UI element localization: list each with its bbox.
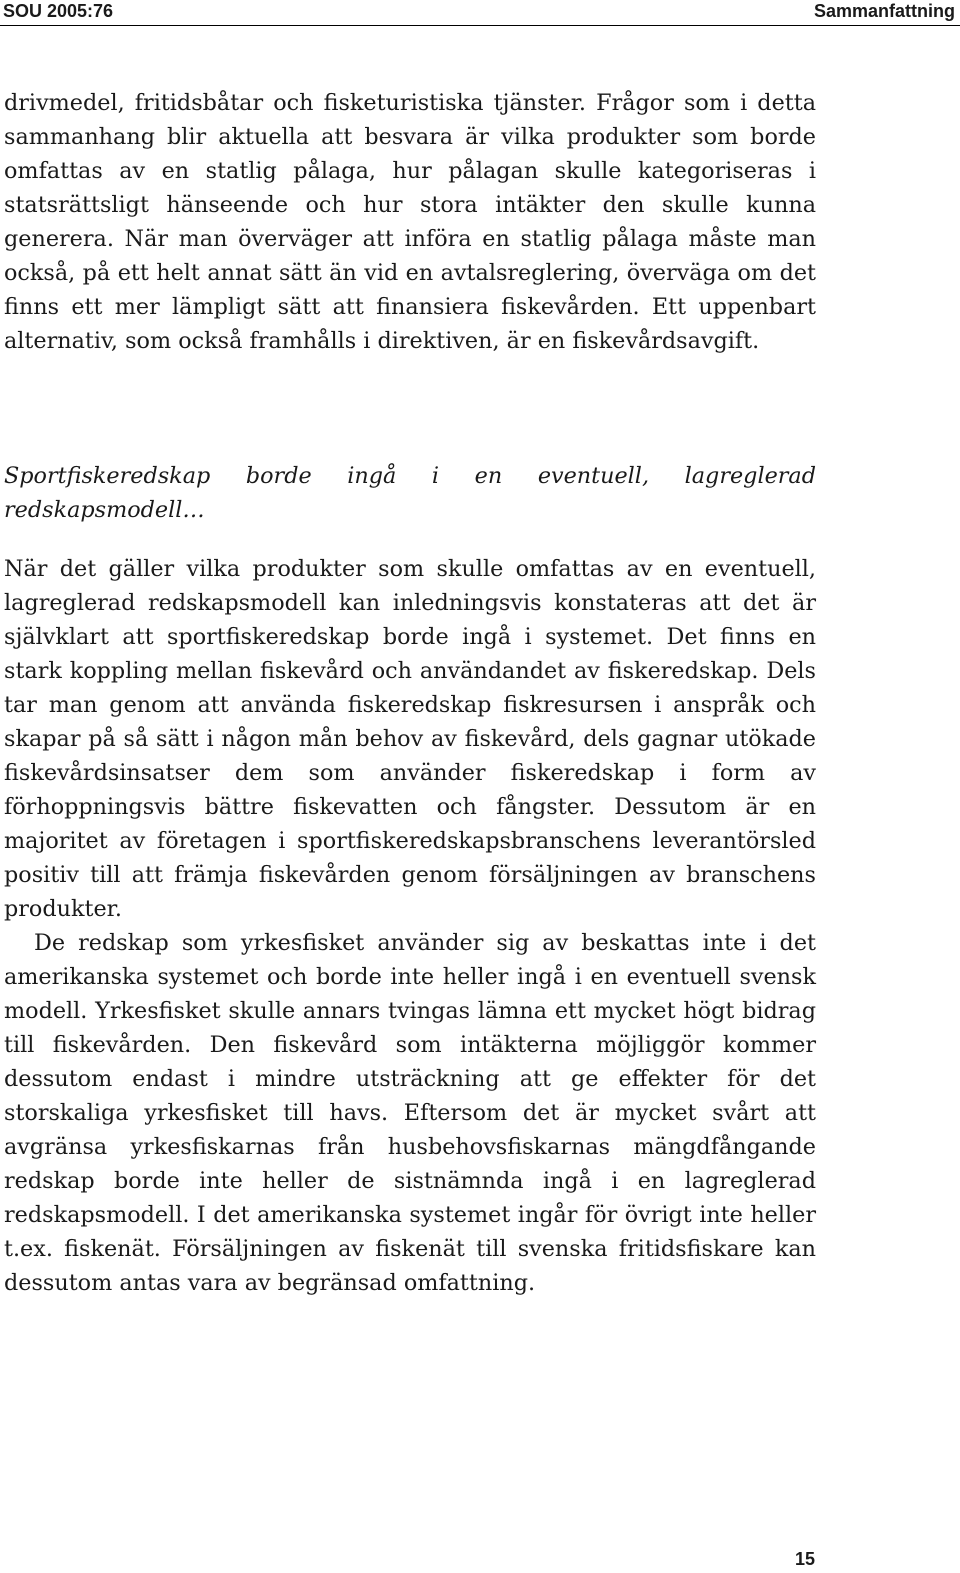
page-number: 15 [794, 1549, 815, 1569]
header-rule [0, 25, 960, 26]
section-name: Sammanfattning [813, 1, 955, 21]
section-heading: Sportfiskeredskap borde ingå i en eventuell, lagreglerad redskapsmodell… [4, 463, 816, 523]
document-id: SOU 2005:76 [3, 1, 114, 21]
paragraph: De redskap som yrkesfisket använder sig av beskattas inte i det amerikanska systemet och borde inte heller ingå i en eventuell svensk modell. Yrkesfisket skulle annars tvingas lämna ett mycket högt bidrag till fiskevården. Den fiskevård som intäkterna möjliggör kommer dessutom endast i mindre utsträckning att ge effekter för det storskaliga yrkesfisket till havs. Eftersom det är mycket svårt att avgränsa yrkesfiskarnas från husbehovsfiskarnas mängdfångande redskap borde inte heller de sistnämnda ingå i en lagreglerad redskapsmodell. I det amerikanska systemet ingår för övrigt inte heller t.ex. fiskenät. Försäljningen av fiskenät till svenska fritidsfiskare kan dessutom antas vara av begränsad omfattning. [4, 930, 816, 1296]
text-block-intro [4, 86, 816, 358]
paragraph: drivmedel, fritidsbåtar och fisketuristiska tjänster. Frågor som i detta sammanhang blir aktuella att besvara är vilka produkter som borde omfattas av en statlig pålaga, hur pålagan skulle kategoriseras i statsrättsligt hänseende och hur stora intäkter den skulle kunna generera. När man överväger att införa en statlig pålaga måste man också, på ett helt annat sätt än vid en avtalsreglering, överväga om det finns ett mer lämpligt sätt att finansiera fiskevården. Ett uppenbart alternativ, som också framhålls i direktiven, är en fiskevårdsavgift. [4, 90, 816, 354]
running-header [0, 0, 960, 22]
paragraph: När det gäller vilka produkter som skulle omfattas av en eventuell, lagreglerad redskapsmodell kan inledningsvis konstateras att det är självklart att sportfiskeredskap borde ingå i systemet. Det finns en stark koppling mellan fiskevård och användandet av fiskeredskap. Dels tar man genom att använda fiskeredskap fiskresursen i anspråk och skapar på så sätt i någon mån behov av fiskevård, dels gagnar utökade fiskevårdsinsatser dem som använder fiskeredskap i form av förhoppningsvis bättre fiskevatten och fångster. Dessutom är en majoritet av företagen i sportfiskeredskapsbranschens leverantörsled positiv till att främja fiskevården genom försäljningen av branschens produkter. [4, 556, 816, 922]
subheading-block [4, 459, 816, 527]
text-block-main [4, 552, 816, 1300]
